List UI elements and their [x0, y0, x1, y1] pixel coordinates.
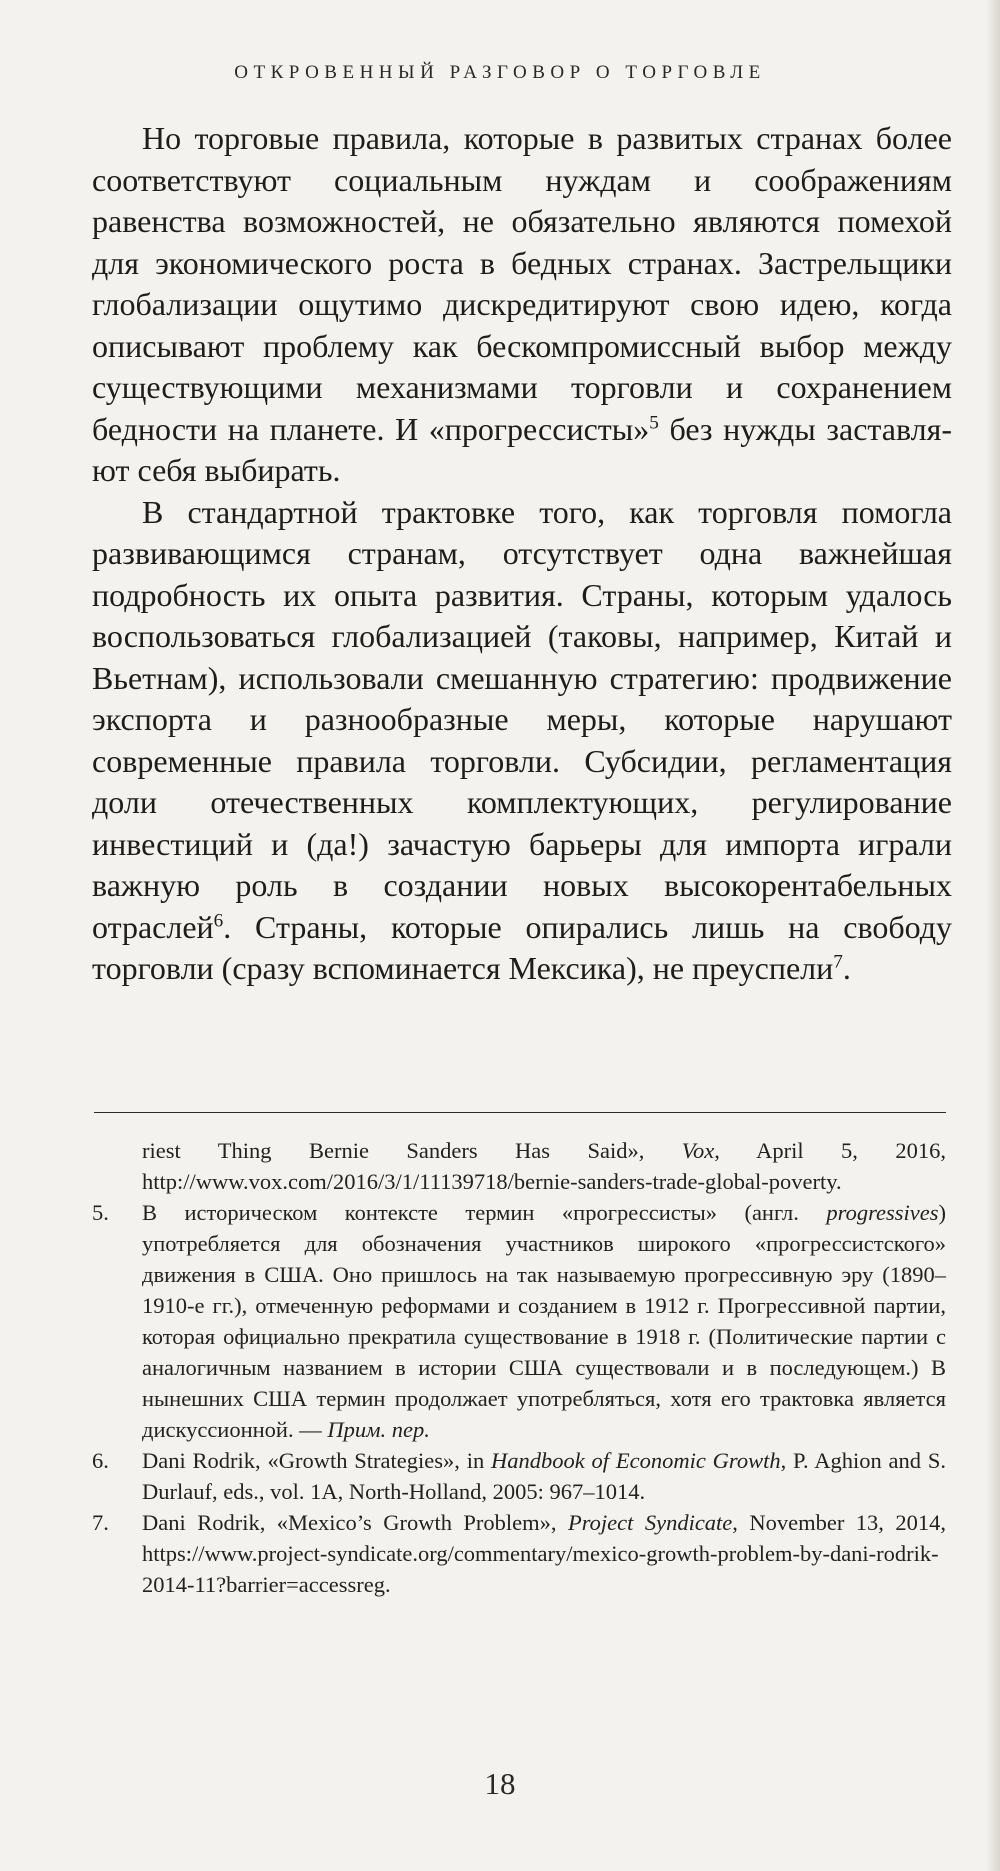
page-number: 18 — [484, 1766, 516, 1801]
footnote-7-text-a: Dani Rodrik, «Mexico’s Growth Problem», — [142, 1510, 568, 1535]
paragraph-1-text-a: Но торговые правила, которые в развитых странах более соответствуют социальным нуждам и соображениям равенства возможностей, не обязательно являются помехой для экономического роста в бедных странах. Застрельщики глобализации ощутимо дискредитируют свою идею, когда описывают проблему как бескомпромиссный выбор между существующими механизмами торговли и сохранением бедности на планете. И «прогрессисты» — [92, 120, 952, 447]
footnote-6-text-a: Dani Rodrik, «Growth Strategies», in — [142, 1448, 492, 1473]
footnote-continuation-text-b: , April 5, 2016, http://www.vox.com/2016/3/1/11139718/bernie-sanders-trade-global-poverty. — [142, 1138, 946, 1194]
footnote-ref-7: 7 — [833, 951, 843, 973]
paragraph-2 — [92, 492, 952, 990]
paragraph-2-text-a: В стандартной трактовке того, как торговля помогла развивающимся странам, отсутствует одна важнейшая подробность их опыта развития. Страны, которым удалось воспользоваться глобализацией (таковы, например, Китай и Вьетнам), использовали смешанную стратегию: продвижение экспорта и разнообразные меры, которые нарушают современные правила торговли. Субсидии, регламентация доли отечественных комплектующих, регулирование инвестиций и (да!) зачастую барьеры для импорта играли важную роль в создании новых высокорентабельных отраслей — [92, 493, 952, 945]
footnote-5-text-b: ) употребляется для обозначения участников широкого «прогрессистского» движения в США. Оно пришлось на так называемую прогрессивную эру (1890–1910-е гг.), отмеченную реформами и созданием в 1912 г. Прогрессивной партии, которая официально прекратила существование в 1918 г. (Политические партии с аналогичным названием в истории США существовали и в последующем.) В нынешних США термин продолжает употребляться, хотя его трактовка является дискуссионной. — — [142, 1200, 946, 1442]
footnote-6-number: 6. — [92, 1448, 109, 1473]
paragraph-1 — [92, 118, 952, 492]
footnote-5-text-a: В историческом контексте термин «прогрессисты» (англ. — [142, 1200, 827, 1225]
paragraph-1-text-b: без нужды заставляют себя выбирать. — [92, 410, 953, 488]
footnote-7-text-b: , November 13, 2014, https://www.project-syndicate.org/commentary/mexico-growth-problem-by-dani-rodrik-2014-11?barrier=accessreg. — [142, 1510, 946, 1597]
footnote-continuation — [92, 1135, 946, 1197]
running-header: ОТКРОВЕННЫЙ РАЗГОВОР О ТОРГОВЛЕ — [234, 62, 766, 83]
footnote-separator — [94, 1112, 946, 1113]
footnote-7 — [92, 1507, 946, 1600]
footnote-continuation-text-a: riest Thing Bernie Sanders Has Said», — [142, 1138, 682, 1163]
footnote-continuation-source: Vox — [681, 1138, 715, 1163]
footnote-6 — [92, 1445, 946, 1507]
footnote-5 — [92, 1197, 946, 1445]
footnote-ref-6: 6 — [213, 909, 224, 931]
footnote-7-number: 7. — [92, 1510, 109, 1535]
footnote-5-number: 5. — [92, 1200, 109, 1225]
footnote-5-translator-note: Прим. пер. — [327, 1417, 430, 1442]
footnote-6-text-b: , P. Aghion and S. Durlauf, eds., vol. 1A, North-Holland, 2005: 967–1014. — [142, 1448, 946, 1504]
paragraph-2-text-b: . Страны, которые опирались лишь на свободу торговли (сразу вспоминается Мексика), не преуспели — [92, 908, 952, 986]
footnote-5-term: progressives — [826, 1200, 939, 1225]
main-text — [92, 118, 952, 990]
paragraph-2-text-c: . — [842, 950, 851, 986]
page-edge-shadow — [986, 0, 1000, 1871]
footnote-6-source: Handbook of Economic Growth — [491, 1448, 781, 1473]
footnote-7-source: Project Syndicate — [567, 1510, 733, 1535]
footnotes — [92, 1135, 946, 1600]
footnote-ref-5: 5 — [649, 411, 659, 433]
